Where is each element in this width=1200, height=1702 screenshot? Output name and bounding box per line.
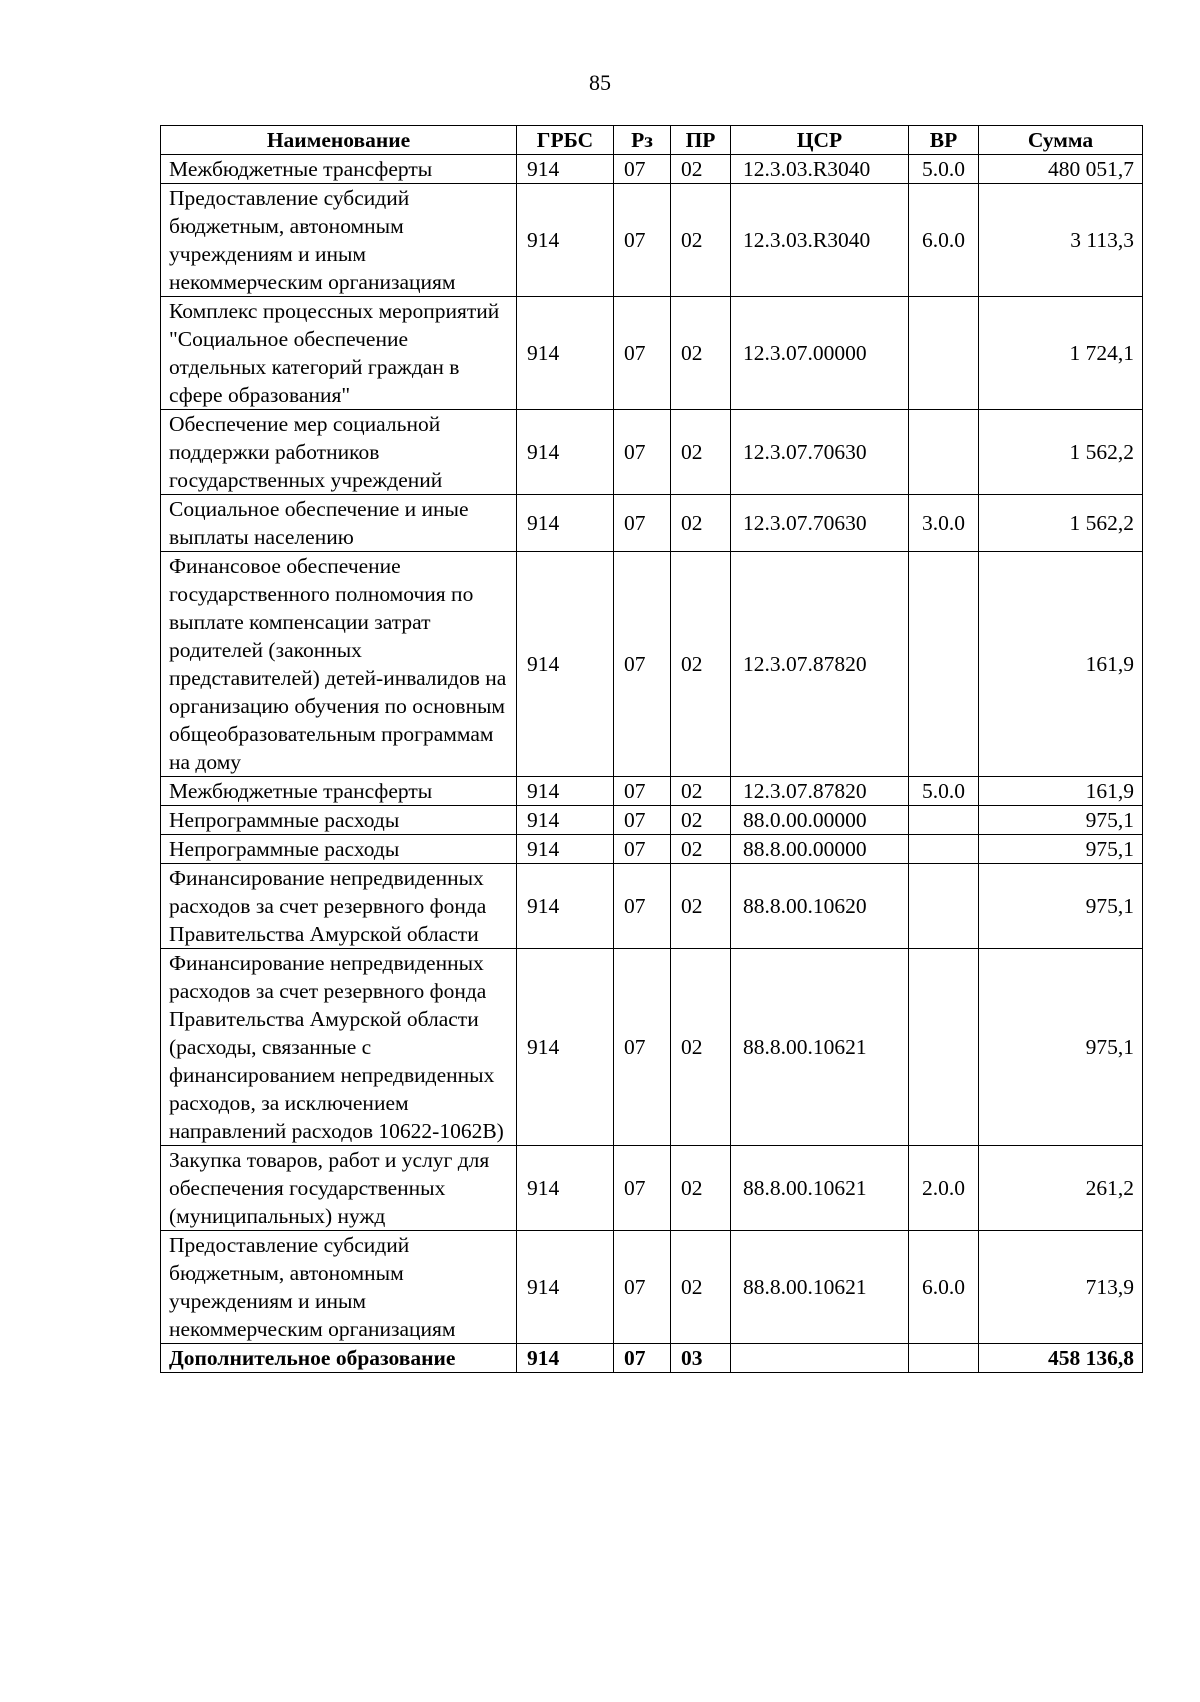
- cell-csr: 88.8.00.10620: [731, 864, 909, 949]
- header-name: Наименование: [161, 126, 517, 155]
- cell-sum: 1 562,2: [979, 410, 1143, 495]
- cell-pr: 03: [671, 1344, 731, 1373]
- table-row: [161, 806, 1143, 835]
- cell-csr: 88.8.00.10621: [731, 949, 909, 1146]
- cell-pr: 02: [671, 777, 731, 806]
- cell-grbs: 914: [517, 864, 614, 949]
- cell-grbs: 914: [517, 495, 614, 552]
- cell-csr: 88.8.00.10621: [731, 1146, 909, 1231]
- cell-csr: 88.8.00.10621: [731, 1231, 909, 1344]
- cell-sum: 975,1: [979, 864, 1143, 949]
- cell-vr: [909, 806, 979, 835]
- cell-name: Межбюджетные трансферты: [161, 777, 517, 806]
- cell-rz: 07: [614, 777, 671, 806]
- cell-name: Закупка товаров, работ и услуг для обеспечения государственных (муниципальных) нужд: [161, 1146, 517, 1231]
- cell-csr: [731, 1344, 909, 1373]
- cell-grbs: 914: [517, 1146, 614, 1231]
- cell-grbs: 914: [517, 297, 614, 410]
- header-rz: Рз: [614, 126, 671, 155]
- table-body: [161, 155, 1143, 1373]
- table-row: [161, 835, 1143, 864]
- cell-name: Социальное обеспечение и иные выплаты населению: [161, 495, 517, 552]
- cell-pr: 02: [671, 1146, 731, 1231]
- table-row: [161, 949, 1143, 1146]
- cell-grbs: 914: [517, 806, 614, 835]
- cell-pr: 02: [671, 949, 731, 1146]
- cell-pr: 02: [671, 835, 731, 864]
- cell-name: Комплекс процессных мероприятий "Социальное обеспечение отдельных категорий граждан в сфере образования": [161, 297, 517, 410]
- cell-vr: [909, 835, 979, 864]
- header-sum: Сумма: [979, 126, 1143, 155]
- cell-rz: 07: [614, 552, 671, 777]
- cell-sum: 713,9: [979, 1231, 1143, 1344]
- cell-grbs: 914: [517, 410, 614, 495]
- cell-rz: 07: [614, 1344, 671, 1373]
- cell-sum: 458 136,8: [979, 1344, 1143, 1373]
- cell-csr: 12.3.07.70630: [731, 495, 909, 552]
- cell-name: Предоставление субсидий бюджетным, автономным учреждениям и иным некоммерческим организациям: [161, 1231, 517, 1344]
- cell-rz: 07: [614, 184, 671, 297]
- cell-rz: 07: [614, 410, 671, 495]
- cell-rz: 07: [614, 864, 671, 949]
- cell-vr: [909, 410, 979, 495]
- cell-rz: 07: [614, 835, 671, 864]
- cell-csr: 12.3.07.87820: [731, 777, 909, 806]
- cell-rz: 07: [614, 1146, 671, 1231]
- page-number: 85: [589, 70, 611, 95]
- cell-sum: 3 113,3: [979, 184, 1143, 297]
- cell-pr: 02: [671, 552, 731, 777]
- cell-csr: 12.3.07.87820: [731, 552, 909, 777]
- cell-rz: 07: [614, 155, 671, 184]
- cell-vr: [909, 949, 979, 1146]
- cell-csr: 88.0.00.00000: [731, 806, 909, 835]
- cell-name: Межбюджетные трансферты: [161, 155, 517, 184]
- cell-name: Финансирование непредвиденных расходов за счет резервного фонда Правительства Амурской области: [161, 864, 517, 949]
- cell-name: Непрограммные расходы: [161, 835, 517, 864]
- table-row: [161, 1231, 1143, 1344]
- cell-vr: 5.0.0: [909, 155, 979, 184]
- cell-csr: 12.3.03.R3040: [731, 155, 909, 184]
- cell-vr: 6.0.0: [909, 184, 979, 297]
- cell-rz: 07: [614, 1231, 671, 1344]
- cell-pr: 02: [671, 1231, 731, 1344]
- cell-pr: 02: [671, 495, 731, 552]
- cell-pr: 02: [671, 806, 731, 835]
- cell-sum: 1 562,2: [979, 495, 1143, 552]
- cell-sum: 480 051,7: [979, 155, 1143, 184]
- table-row: [161, 1146, 1143, 1231]
- cell-csr: 12.3.03.R3040: [731, 184, 909, 297]
- cell-sum: 161,9: [979, 777, 1143, 806]
- cell-grbs: 914: [517, 1231, 614, 1344]
- header-csr: ЦСР: [731, 126, 909, 155]
- cell-sum: 261,2: [979, 1146, 1143, 1231]
- cell-pr: 02: [671, 864, 731, 949]
- table-row: [161, 552, 1143, 777]
- cell-vr: 5.0.0: [909, 777, 979, 806]
- cell-rz: 07: [614, 806, 671, 835]
- header-grbs: ГРБС: [517, 126, 614, 155]
- cell-sum: 1 724,1: [979, 297, 1143, 410]
- cell-name: Финансовое обеспечение государственного полномочия по выплате компенсации затрат родителей (законных представителей) детей-инвалидов на организацию обучения по основным общеобразовательным программам на дому: [161, 552, 517, 777]
- budget-table: [160, 125, 1143, 1373]
- cell-vr: [909, 864, 979, 949]
- table-row: [161, 1344, 1143, 1373]
- cell-grbs: 914: [517, 155, 614, 184]
- table-row: [161, 155, 1143, 184]
- cell-grbs: 914: [517, 949, 614, 1146]
- cell-grbs: 914: [517, 1344, 614, 1373]
- cell-pr: 02: [671, 184, 731, 297]
- cell-grbs: 914: [517, 552, 614, 777]
- cell-csr: 12.3.07.00000: [731, 297, 909, 410]
- cell-vr: 6.0.0: [909, 1231, 979, 1344]
- cell-name: Предоставление субсидий бюджетным, автономным учреждениям и иным некоммерческим организациям: [161, 184, 517, 297]
- cell-rz: 07: [614, 297, 671, 410]
- cell-vr: [909, 1344, 979, 1373]
- cell-sum: 161,9: [979, 552, 1143, 777]
- cell-sum: 975,1: [979, 949, 1143, 1146]
- cell-csr: 12.3.07.70630: [731, 410, 909, 495]
- cell-rz: 07: [614, 495, 671, 552]
- cell-vr: 2.0.0: [909, 1146, 979, 1231]
- cell-name: Дополнительное образование: [161, 1344, 517, 1373]
- cell-pr: 02: [671, 410, 731, 495]
- cell-sum: 975,1: [979, 835, 1143, 864]
- cell-vr: [909, 297, 979, 410]
- table-row: [161, 297, 1143, 410]
- cell-vr: [909, 552, 979, 777]
- cell-rz: 07: [614, 949, 671, 1146]
- cell-pr: 02: [671, 155, 731, 184]
- cell-csr: 88.8.00.00000: [731, 835, 909, 864]
- cell-name: Непрограммные расходы: [161, 806, 517, 835]
- cell-grbs: 914: [517, 777, 614, 806]
- cell-name: Финансирование непредвиденных расходов за счет резервного фонда Правительства Амурской области (расходы, связанные с финансированием непредвиденных расходов, за исключением направлений расходов 10622-1062В): [161, 949, 517, 1146]
- cell-vr: 3.0.0: [909, 495, 979, 552]
- table-row: [161, 184, 1143, 297]
- cell-pr: 02: [671, 297, 731, 410]
- header-vr: ВР: [909, 126, 979, 155]
- header-pr: ПР: [671, 126, 731, 155]
- table-row: [161, 777, 1143, 806]
- table-row: [161, 864, 1143, 949]
- cell-grbs: 914: [517, 184, 614, 297]
- table-row: [161, 410, 1143, 495]
- cell-sum: 975,1: [979, 806, 1143, 835]
- cell-grbs: 914: [517, 835, 614, 864]
- cell-name: Обеспечение мер социальной поддержки работников государственных учреждений: [161, 410, 517, 495]
- table-header-row: [161, 126, 1143, 155]
- table-row: [161, 495, 1143, 552]
